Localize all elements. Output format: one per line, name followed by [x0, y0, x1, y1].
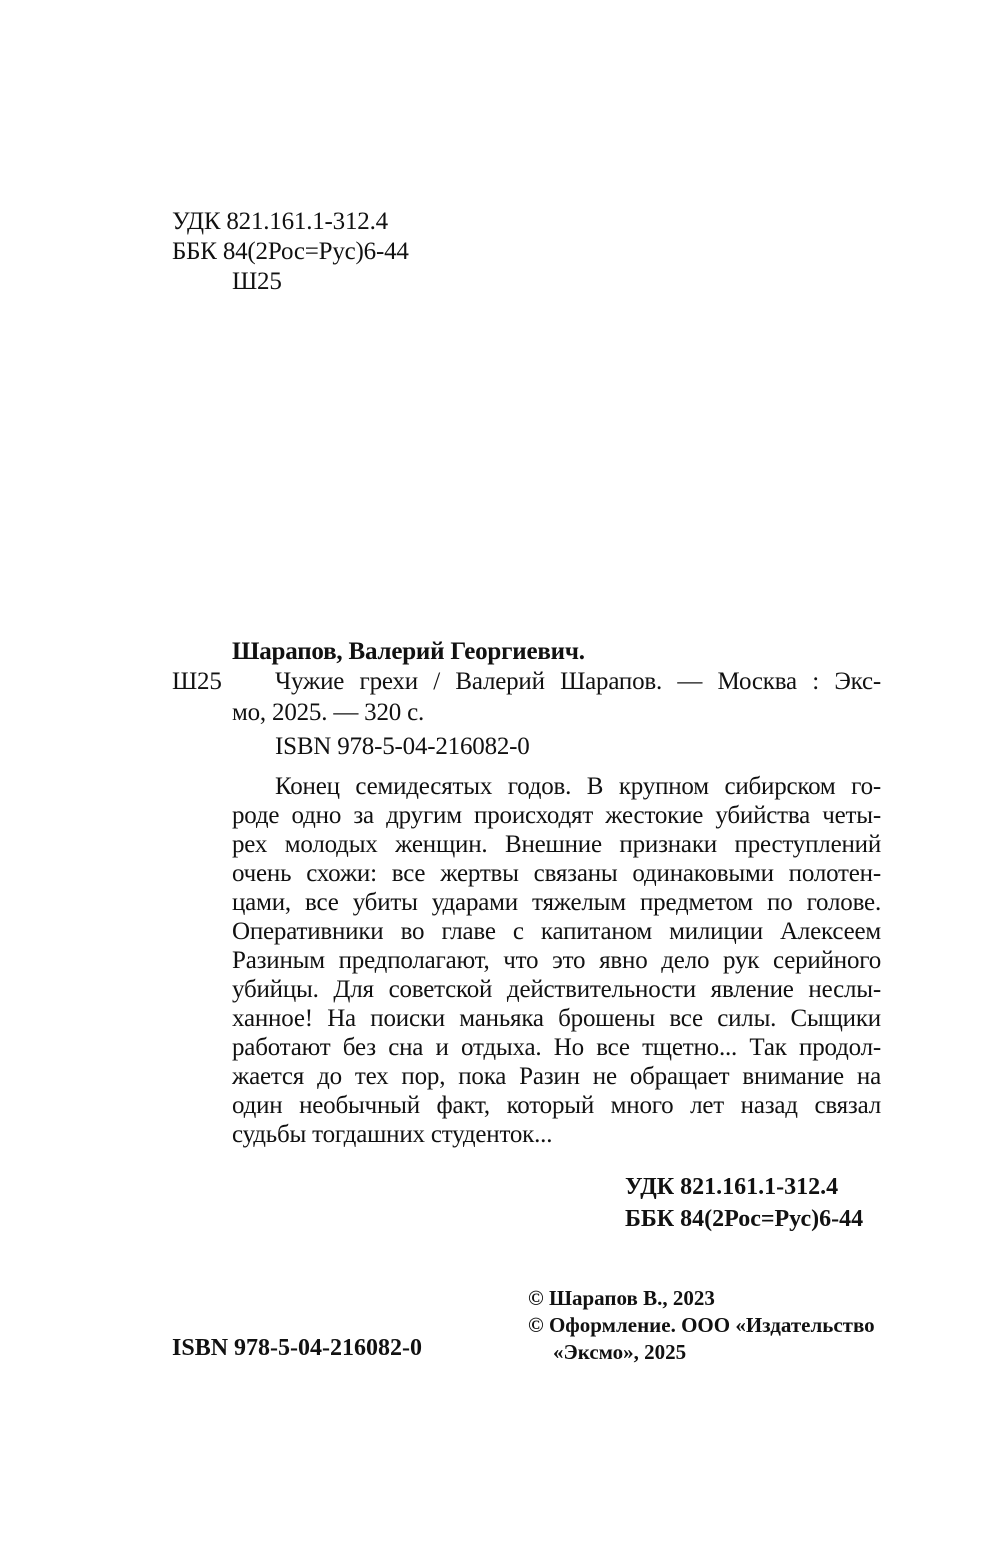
annotation-line: убийцы. Для советской действительности явление неслы- [232, 976, 881, 1003]
card-author-code: Ш25 [172, 668, 222, 695]
annotation-line: Разиным предполагают, что это явно дело рук серийного [232, 947, 881, 974]
card-title-line-2: мо, 2025. — 320 с. [232, 699, 425, 726]
top-bbk: ББК 84(2Рос=Рус)6-44 [172, 238, 409, 265]
annotation-line: судьбы тогдашних студенток... [232, 1121, 553, 1148]
bottom-udk: УДК 821.161.1-312.4 [625, 1174, 839, 1200]
annotation-line: Конец семидесятых годов. В крупном сибирском го- [275, 773, 881, 800]
card-isbn: ISBN 978-5-04-216082-0 [275, 733, 530, 760]
annotation-line: Оперативники во главе с капитаном милиции Алексеем [232, 918, 881, 945]
annotation-line: рех молодых женщин. Внешние признаки преступлений [232, 831, 881, 858]
annotation-line: жается до тех пор, пока Разин не обращает внимание на [232, 1063, 881, 1090]
top-author-code: Ш25 [232, 268, 282, 295]
bottom-bbk: ББК 84(2Рос=Рус)6-44 [625, 1206, 864, 1232]
bottom-isbn: ISBN 978-5-04-216082-0 [172, 1335, 422, 1361]
annotation-line: роде одно за другим происходят жестокие убийства четы- [232, 802, 881, 829]
copyright-publisher: «Эксмо», 2025 [553, 1340, 687, 1364]
card-title-line-1: Чужие грехи / Валерий Шарапов. — Москва : Экс- [275, 668, 881, 695]
annotation-line: цами, все убиты ударами тяжелым предметом по голове. [232, 889, 881, 916]
card-author: Шарапов, Валерий Георгиевич. [232, 638, 585, 665]
annotation-line: один необычный факт, который много лет назад связал [232, 1092, 881, 1119]
copyright-author: © Шарапов В., 2023 [528, 1286, 715, 1310]
copyright-design: © Оформление. ООО «Издательство [528, 1313, 875, 1337]
annotation-line: ханное! На поиски маньяка брошены все силы. Сыщики [232, 1005, 881, 1032]
annotation-line: очень схожи: все жертвы связаны одинаковыми полотен- [232, 860, 881, 887]
top-udk: УДК 821.161.1-312.4 [172, 208, 388, 235]
annotation-line: работают без сна и отдыха. Но все тщетно... Так продол- [232, 1034, 881, 1061]
